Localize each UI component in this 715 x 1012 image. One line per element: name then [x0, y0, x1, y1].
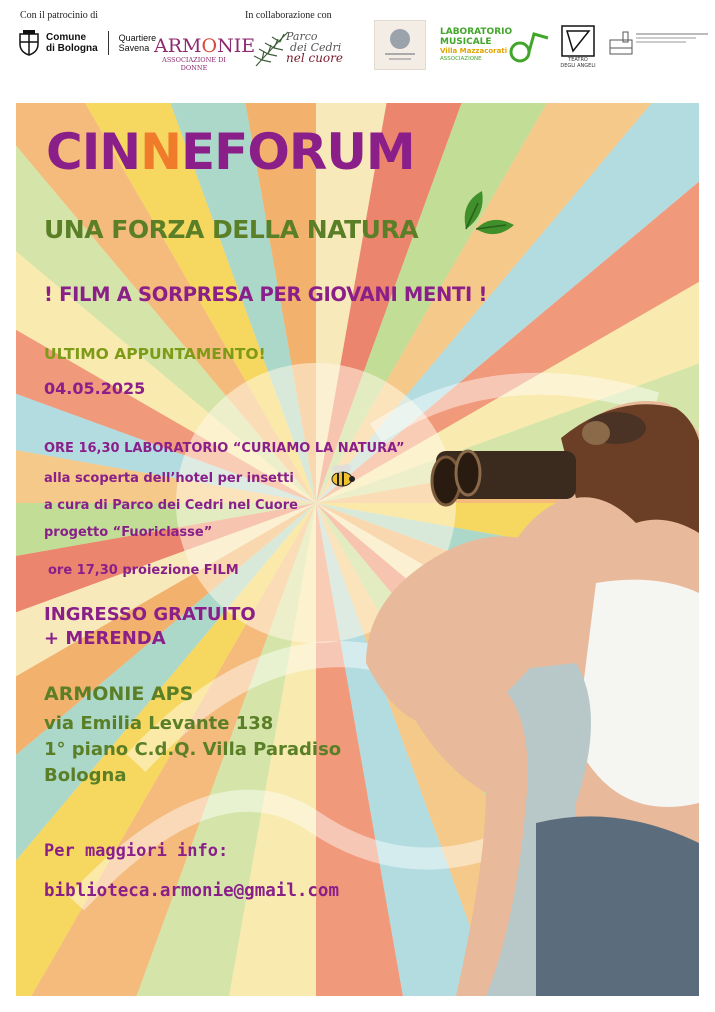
ingresso-block: [44, 603, 256, 651]
title-part-a: CIN: [46, 123, 141, 181]
organization-name: ARMONIE APS: [44, 683, 194, 705]
parrocchia-text: [636, 31, 708, 45]
quartiere-line2: Savena: [118, 43, 150, 53]
comune-crest-icon: [18, 30, 40, 56]
patrocinio-label: Con il patrocinio di: [20, 10, 99, 21]
contact-email[interactable]: biblioteca.armonie@gmail.com: [44, 881, 340, 901]
laboratorio-logo: [440, 27, 512, 63]
address-line-3: Bologna: [44, 765, 127, 786]
address-line-1: via Emilia Levante 138: [44, 713, 274, 734]
lab-line2: MUSICALE: [440, 37, 492, 47]
teatro-text: [556, 57, 600, 69]
title-part-b: EFORUM: [181, 123, 415, 181]
armonie-logo: [154, 35, 256, 72]
detail-line-5: ore 17,30 proiezione FILM: [48, 563, 239, 578]
music-note-icon: [508, 30, 552, 66]
armonie-logo-b: NIE: [217, 35, 256, 57]
comune-divider: [108, 31, 109, 55]
comune-logo: [18, 30, 156, 56]
binoculars-icon: [432, 451, 576, 505]
parco-logo-text: [286, 31, 343, 64]
building-icon: [608, 30, 634, 56]
parco-line1: Parco: [286, 30, 318, 43]
association-logo: [374, 20, 426, 70]
event-date: 04.05.2025: [44, 379, 146, 398]
poster-title: [46, 123, 415, 181]
comune-line1: Comune: [46, 32, 86, 43]
detail-line-4: progetto “Fuoriclasse”: [44, 525, 213, 540]
bee-icon: [322, 461, 358, 493]
poster-subtitle: UNA FORZA DELLA NATURA: [44, 215, 419, 244]
info-label: Per maggiori info:: [44, 841, 229, 861]
lab-line1: LABORATORIO: [440, 27, 513, 37]
film-line: ! FILM A SORPRESA PER GIOVANI MENTI !: [44, 283, 488, 306]
teatro-line1: TEATRO: [568, 57, 588, 63]
ultimo-appuntamento: ULTIMO APPUNTAMENTO!: [44, 345, 266, 363]
leaf-icon: [456, 189, 516, 239]
detail-line-3: a cura di Parco dei Cedri nel Cuore: [44, 498, 298, 513]
lab-line3: Villa Mazzacorati: [440, 47, 508, 55]
armonie-logo-o: O: [201, 35, 218, 57]
collaborazione-label: In collaborazione con: [245, 10, 332, 21]
detail-line-2: alla scoperta dell’hotel per insetti: [44, 471, 294, 486]
ingresso-line-1: INGRESSO GRATUITO: [44, 604, 256, 625]
quartiere-line1: Quartiere: [118, 33, 157, 43]
ingresso-line-2: + MERENDA: [44, 628, 166, 649]
teatro-line2: DEGLI ANGELI: [560, 63, 596, 69]
lab-line4: ASSOCIAZIONE: [440, 56, 482, 62]
armonie-logo-a: ARM: [154, 35, 202, 57]
detail-line-1: ORE 16,30 LABORATORIO “CURIAMO LA NATURA”: [44, 441, 405, 456]
parco-line2: dei Cedri: [290, 41, 342, 54]
round-emblem-icon: [375, 21, 425, 69]
poster: [16, 103, 699, 996]
address-block: [44, 711, 341, 789]
parco-line3: nel cuore: [286, 51, 343, 65]
title-part-n: N: [140, 123, 182, 181]
comune-line2: di Bologna: [46, 43, 98, 54]
armonie-logo-sub: ASSOCIAZIONE DI DONNE: [162, 56, 226, 72]
address-line-2: 1° piano C.d.Q. Villa Paradiso: [44, 739, 342, 760]
